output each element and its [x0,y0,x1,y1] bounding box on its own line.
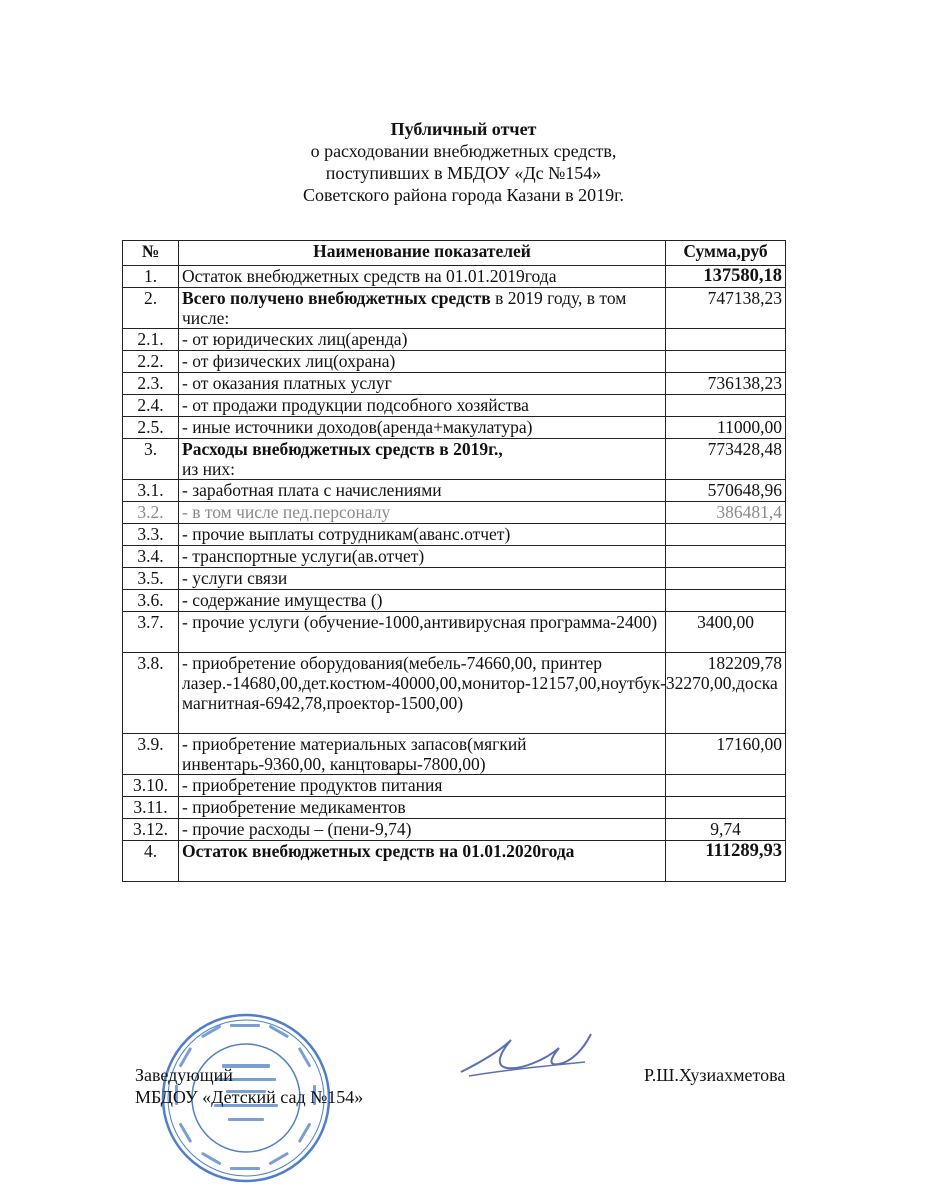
row-sum [666,329,786,351]
table-row [123,612,786,653]
row-num: 3.10. [123,775,179,797]
table-row [123,439,786,480]
row-sum: 773428,48 [666,439,786,480]
row-name: - приобретение продуктов питания [179,775,666,797]
row-num: 3.6. [123,590,179,612]
header-name: Наименование показателей [179,241,666,266]
row-name: - от продажи продукции подсобного хозяйства [179,395,666,417]
table-row [123,395,786,417]
row-sum [666,546,786,568]
row-name: Остаток внебюджетных средств на 01.01.2019года [179,266,666,288]
row-sum: 182209,78 [666,653,786,734]
table-row [123,373,786,395]
row-num: 2.2. [123,351,179,373]
row-num: 3.9. [123,734,179,775]
table-row [123,797,786,819]
row-name: - заработная плата с начислениями [179,480,666,502]
row-sum: 111289,93 [666,841,786,882]
table-row [123,590,786,612]
row-sum: 17160,00 [666,734,786,775]
row-sum [666,351,786,373]
row-name-rest: в 2019 году, в том числе: [182,288,627,328]
row-num: 3.5. [123,568,179,590]
row-num: 3.12. [123,819,179,841]
table-row [123,288,786,329]
table-row [123,841,786,882]
row-name: - приобретение материальных запасов(мягкий инвентарь-9360,00, канцтовары-7800,00) [179,734,666,775]
row-name: - в том числе пед.персоналу [179,502,666,524]
title-line-2: о расходовании внебюджетных средств, [310,141,617,161]
row-name: - от физических лиц(охрана) [179,351,666,373]
row-sum: 9,74 [666,819,786,841]
row-sum: 736138,23 [666,373,786,395]
row-num: 2. [123,288,179,329]
row-num: 3.1. [123,480,179,502]
report-title [0,118,927,206]
row-sum [666,395,786,417]
row-sum: 137580,18 [666,266,786,288]
row-num: 3.2. [123,502,179,524]
row-sum: 570648,96 [666,480,786,502]
row-sum [666,568,786,590]
row-sum [666,524,786,546]
table-row [123,775,786,797]
signer-position [135,1064,363,1108]
row-name-bold: Расходы внебюджетных средств в 2019г., [182,439,503,459]
header-sum: Сумма,руб [666,241,786,266]
table-row [123,546,786,568]
table-row [123,734,786,775]
row-name: - приобретение оборудования(мебель-74660,00, принтер лазер.-14680,00,дет.костюм-40000,00,монитор-12157,00,ноутбук-32270,00,доска магнитная-6942,78,проектор-1500,00) [179,653,666,734]
row-name: - иные источники доходов(аренда+макулатура) [179,417,666,439]
table-row [123,568,786,590]
row-name-rest: из них: [182,459,235,479]
row-name: - услуги связи [179,568,666,590]
row-name: - прочие услуги (обучение-1000,антивирусная программа-2400) [179,612,666,653]
row-name: - от оказания платных услуг [179,373,666,395]
table-row [123,653,786,734]
report-table [122,240,786,882]
row-sum [666,797,786,819]
table-row [123,329,786,351]
header-num: № [123,241,179,266]
row-sum: 3400,00 [666,612,786,653]
row-num: 3. [123,439,179,480]
row-num: 2.1. [123,329,179,351]
signature-image [455,1020,595,1080]
table-row [123,351,786,373]
row-num: 3.11. [123,797,179,819]
position-line-1: Заведующий [135,1065,233,1085]
row-num: 3.7. [123,612,179,653]
row-num: 3.3. [123,524,179,546]
row-name: Остаток внебюджетных средств на 01.01.2020года [179,841,666,882]
row-num: 2.5. [123,417,179,439]
row-name: - содержание имущества () [179,590,666,612]
row-name-bold: Всего получено внебюджетных средств [182,288,491,308]
position-line-2: МБДОУ «Детский сад №154» [135,1087,364,1107]
title-line-1: Публичный отчет [390,119,537,139]
table-row [123,266,786,288]
table-header-row [123,241,786,266]
table-row [123,417,786,439]
table-row [123,480,786,502]
table-row [123,819,786,841]
row-num: 3.8. [123,653,179,734]
row-num: 1. [123,266,179,288]
signatory-name: Р.Ш.Хузиахметова [644,1065,786,1085]
row-name: - приобретение медикаментов [179,797,666,819]
row-num: 2.3. [123,373,179,395]
table-row [123,524,786,546]
row-sum: 11000,00 [666,417,786,439]
row-sum: 747138,23 [666,288,786,329]
row-name: - от юридических лиц(аренда) [179,329,666,351]
row-num: 2.4. [123,395,179,417]
row-name: - транспортные услуги(ав.отчет) [179,546,666,568]
row-name [179,439,666,480]
row-name: - прочие выплаты сотрудникам(аванс.отчет) [179,524,666,546]
row-num: 3.4. [123,546,179,568]
row-sum: 386481,4 [666,502,786,524]
row-name [179,288,666,329]
table-row [123,502,786,524]
row-num: 4. [123,841,179,882]
title-line-4: Советского района города Казани в 2019г. [302,185,624,205]
row-name: - прочие расходы – (пени-9,74) [179,819,666,841]
row-sum [666,775,786,797]
title-line-3: поступивших в МБДОУ «Дс №154» [325,163,602,183]
row-sum [666,590,786,612]
